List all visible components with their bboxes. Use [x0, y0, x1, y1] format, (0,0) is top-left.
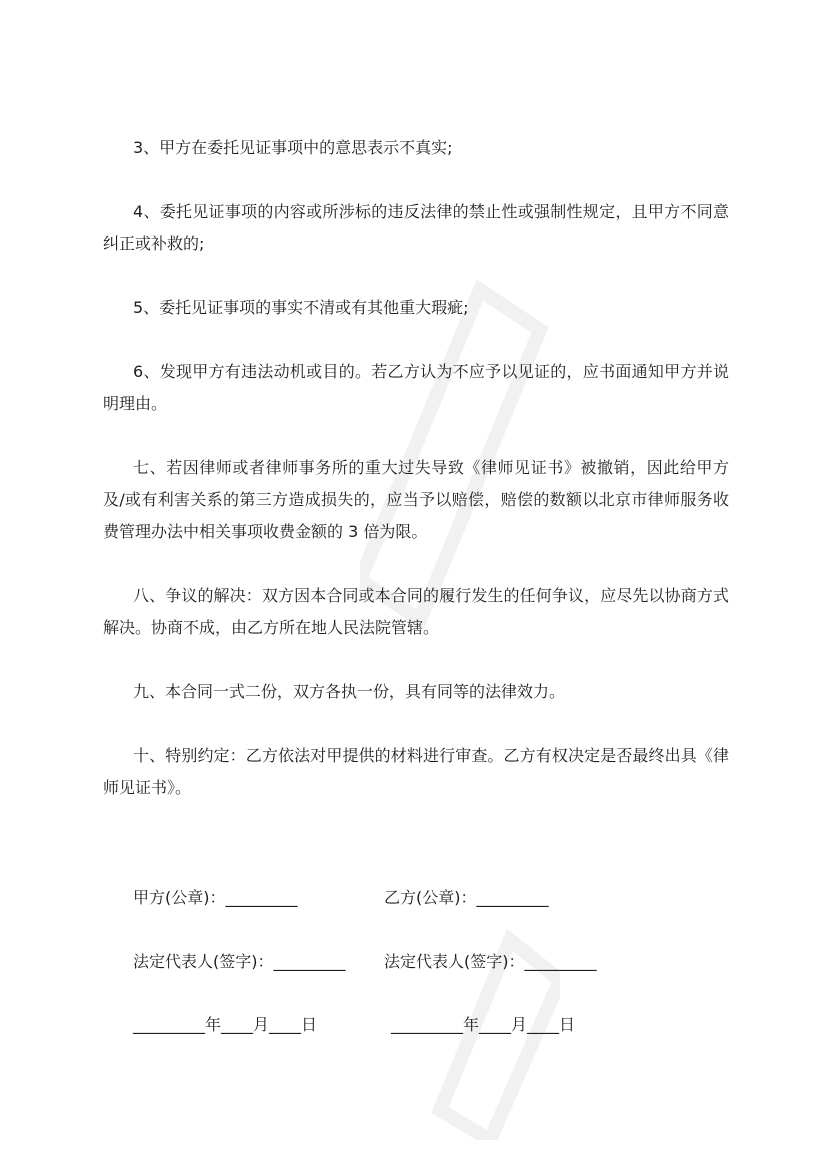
party-a-rep-line: 法定代表人(签字)：_________ [133, 952, 346, 971]
party-a-seal-line: 甲方(公章)：_________ [133, 888, 298, 907]
article-10: 十、特别约定：乙方依法对甲提供的材料进行审查。乙方有权决定是否最终出具《律师见证书》。 [103, 746, 729, 797]
article-7: 七、若因律师或者律师事务所的重大过失导致《律师见证书》被撤销，因此给甲方及/或有利害关系的第三方造成损失的，应当予以赔偿，赔偿的数额以北京市律师服务收费管理办法中相关事项收费金额的 3 倍为限。 [103, 458, 729, 541]
party-b-rep-line: 法定代表人(签字)：_________ [384, 952, 597, 971]
party-b-date-line: _________年____月____日 [391, 1015, 576, 1034]
clause-4: 4、委托见证事项的内容或所涉标的违反法律的禁止性或强制性规定，且甲方不同意纠正或补救的; [103, 202, 729, 253]
clause-6: 6、发现甲方有违法动机或目的。若乙方认为不应予以见证的，应书面通知甲方并说明理由。 [103, 362, 729, 413]
clause-3: 3、甲方在委托见证事项中的意思表示不真实; [133, 138, 453, 157]
clause-5: 5、委托见证事项的事实不清或有其他重大瑕疵; [133, 298, 469, 317]
article-9: 九、本合同一式二份，双方各执一份，具有同等的法律效力。 [133, 682, 566, 701]
party-a-date-line: _________年____月____日 [133, 1015, 318, 1034]
party-b-seal-line: 乙方(公章)：_________ [384, 888, 549, 907]
article-8: 八、争议的解决：双方因本合同或本合同的履行发生的任何争议，应尽先以协商方式解决。协商不成，由乙方所在地人民法院管辖。 [103, 586, 729, 637]
